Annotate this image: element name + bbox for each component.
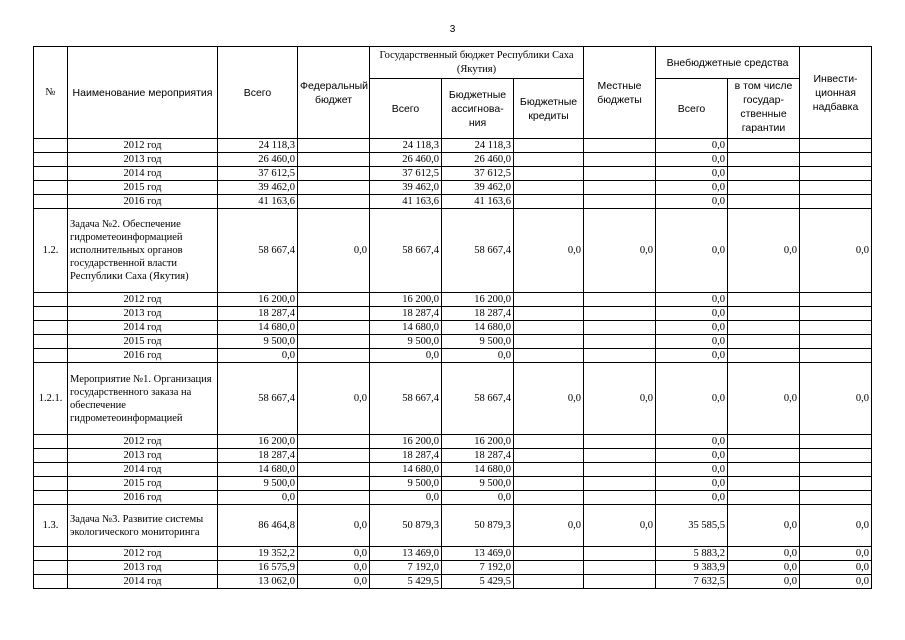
year-label: 2012 год	[68, 139, 218, 153]
year-label: 2015 год	[68, 335, 218, 349]
cell-off-guar: 0,0	[728, 363, 800, 435]
cell-st-credits	[514, 321, 584, 335]
year-label: 2016 год	[68, 195, 218, 209]
cell-invest	[800, 181, 872, 195]
cell-total: 58 667,4	[218, 363, 298, 435]
row-number	[34, 435, 68, 449]
cell-st-alloc: 14 680,0	[442, 321, 514, 335]
cell-invest	[800, 491, 872, 505]
cell-invest: 0,0	[800, 561, 872, 575]
year-label: 2015 год	[68, 181, 218, 195]
row-number	[34, 167, 68, 181]
cell-total: 16 200,0	[218, 435, 298, 449]
cell-federal	[298, 335, 370, 349]
cell-st-total: 58 667,4	[370, 209, 442, 293]
cell-federal	[298, 167, 370, 181]
year-label: 2016 год	[68, 491, 218, 505]
cell-federal	[298, 321, 370, 335]
cell-total: 58 667,4	[218, 209, 298, 293]
cell-st-alloc: 9 500,0	[442, 335, 514, 349]
cell-st-alloc: 41 163,6	[442, 195, 514, 209]
cell-local	[584, 547, 656, 561]
year-row	[34, 561, 872, 575]
cell-st-total: 37 612,5	[370, 167, 442, 181]
cell-local: 0,0	[584, 363, 656, 435]
cell-off-total: 0,0	[656, 195, 728, 209]
cell-federal	[298, 139, 370, 153]
year-label: 2013 год	[68, 307, 218, 321]
cell-total: 9 500,0	[218, 335, 298, 349]
cell-off-total: 0,0	[656, 449, 728, 463]
year-row	[34, 139, 872, 153]
task-row	[34, 363, 872, 435]
cell-off-guar	[728, 293, 800, 307]
row-number	[34, 477, 68, 491]
cell-local	[584, 349, 656, 363]
cell-st-alloc: 50 879,3	[442, 505, 514, 547]
row-number	[34, 153, 68, 167]
row-number: 1.2.1.	[34, 363, 68, 435]
cell-off-guar: 0,0	[728, 547, 800, 561]
year-row	[34, 307, 872, 321]
row-number	[34, 321, 68, 335]
task-row	[34, 505, 872, 547]
cell-off-guar: 0,0	[728, 561, 800, 575]
cell-off-total: 0,0	[656, 477, 728, 491]
row-number: 1.3.	[34, 505, 68, 547]
cell-off-guar	[728, 349, 800, 363]
cell-st-alloc: 18 287,4	[442, 449, 514, 463]
year-label: 2015 год	[68, 477, 218, 491]
cell-invest	[800, 139, 872, 153]
cell-off-guar	[728, 153, 800, 167]
cell-invest	[800, 321, 872, 335]
cell-st-credits: 0,0	[514, 505, 584, 547]
cell-off-guar: 0,0	[728, 209, 800, 293]
cell-total: 24 118,3	[218, 139, 298, 153]
cell-total: 18 287,4	[218, 307, 298, 321]
cell-off-total: 0,0	[656, 139, 728, 153]
cell-st-credits	[514, 575, 584, 589]
cell-off-guar: 0,0	[728, 575, 800, 589]
year-label: 2013 год	[68, 449, 218, 463]
year-row	[34, 321, 872, 335]
cell-federal	[298, 463, 370, 477]
cell-st-credits	[514, 139, 584, 153]
cell-st-total: 18 287,4	[370, 307, 442, 321]
cell-invest	[800, 463, 872, 477]
cell-off-total: 35 585,5	[656, 505, 728, 547]
row-number	[34, 575, 68, 589]
cell-local	[584, 181, 656, 195]
cell-st-total: 14 680,0	[370, 321, 442, 335]
cell-total: 9 500,0	[218, 477, 298, 491]
cell-invest: 0,0	[800, 363, 872, 435]
cell-federal: 0,0	[298, 505, 370, 547]
cell-st-total: 7 192,0	[370, 561, 442, 575]
cell-local: 0,0	[584, 209, 656, 293]
year-row	[34, 435, 872, 449]
cell-off-total: 0,0	[656, 181, 728, 195]
cell-invest	[800, 449, 872, 463]
year-row	[34, 463, 872, 477]
row-number	[34, 561, 68, 575]
cell-st-total: 13 469,0	[370, 547, 442, 561]
header-off-total: Всего	[656, 79, 728, 139]
cell-off-total: 0,0	[656, 335, 728, 349]
header-invest: Инвести-ционная надбавка	[800, 47, 872, 139]
year-row	[34, 575, 872, 589]
cell-st-alloc: 39 462,0	[442, 181, 514, 195]
cell-st-alloc: 0,0	[442, 349, 514, 363]
cell-st-credits	[514, 547, 584, 561]
cell-total: 26 460,0	[218, 153, 298, 167]
cell-st-alloc: 58 667,4	[442, 363, 514, 435]
cell-off-total: 0,0	[656, 363, 728, 435]
row-number	[34, 491, 68, 505]
cell-off-guar	[728, 181, 800, 195]
cell-off-total: 7 632,5	[656, 575, 728, 589]
year-label: 2014 год	[68, 575, 218, 589]
cell-local	[584, 491, 656, 505]
cell-off-guar	[728, 435, 800, 449]
cell-invest	[800, 307, 872, 321]
cell-invest	[800, 293, 872, 307]
header-local: Местные бюджеты	[584, 47, 656, 139]
cell-off-total: 0,0	[656, 491, 728, 505]
cell-federal	[298, 195, 370, 209]
header-offbudget: Внебюджетные средства	[656, 47, 800, 79]
cell-local	[584, 435, 656, 449]
cell-local	[584, 167, 656, 181]
cell-st-credits: 0,0	[514, 363, 584, 435]
cell-st-credits	[514, 449, 584, 463]
year-row	[34, 449, 872, 463]
cell-off-total: 0,0	[656, 293, 728, 307]
cell-federal: 0,0	[298, 561, 370, 575]
year-label: 2013 год	[68, 561, 218, 575]
cell-invest	[800, 335, 872, 349]
cell-total: 0,0	[218, 491, 298, 505]
cell-federal	[298, 449, 370, 463]
cell-st-alloc: 24 118,3	[442, 139, 514, 153]
year-row	[34, 181, 872, 195]
row-number: 1.2.	[34, 209, 68, 293]
cell-off-guar	[728, 491, 800, 505]
cell-st-credits	[514, 153, 584, 167]
year-row	[34, 195, 872, 209]
year-row	[34, 153, 872, 167]
cell-off-total: 0,0	[656, 463, 728, 477]
cell-invest: 0,0	[800, 505, 872, 547]
cell-total: 37 612,5	[218, 167, 298, 181]
year-label: 2014 год	[68, 167, 218, 181]
task-name: Задача №3. Развитие системы экологического мониторинга	[68, 505, 218, 547]
cell-local	[584, 195, 656, 209]
cell-off-guar	[728, 195, 800, 209]
cell-st-alloc: 26 460,0	[442, 153, 514, 167]
cell-off-total: 0,0	[656, 435, 728, 449]
cell-st-alloc: 9 500,0	[442, 477, 514, 491]
row-number	[34, 139, 68, 153]
cell-st-credits	[514, 435, 584, 449]
cell-federal	[298, 435, 370, 449]
cell-off-guar	[728, 477, 800, 491]
header-off-guarantees: в том числе государ-ственные гарантии	[728, 79, 800, 139]
cell-federal	[298, 181, 370, 195]
cell-invest	[800, 195, 872, 209]
header-state-total: Всего	[370, 79, 442, 139]
year-row	[34, 547, 872, 561]
cell-st-total: 0,0	[370, 491, 442, 505]
cell-invest	[800, 477, 872, 491]
cell-off-guar: 0,0	[728, 505, 800, 547]
cell-st-alloc: 37 612,5	[442, 167, 514, 181]
cell-off-total: 0,0	[656, 153, 728, 167]
row-number	[34, 349, 68, 363]
cell-federal: 0,0	[298, 547, 370, 561]
cell-st-total: 18 287,4	[370, 449, 442, 463]
cell-st-credits: 0,0	[514, 209, 584, 293]
header-state-alloc: Бюджетные ассигнова-ния	[442, 79, 514, 139]
cell-st-total: 9 500,0	[370, 335, 442, 349]
row-number	[34, 307, 68, 321]
cell-st-total: 58 667,4	[370, 363, 442, 435]
cell-st-alloc: 7 192,0	[442, 561, 514, 575]
row-number	[34, 335, 68, 349]
year-row	[34, 167, 872, 181]
cell-off-total: 0,0	[656, 321, 728, 335]
year-row	[34, 335, 872, 349]
year-label: 2014 год	[68, 321, 218, 335]
cell-st-credits	[514, 293, 584, 307]
cell-total: 13 062,0	[218, 575, 298, 589]
cell-invest	[800, 153, 872, 167]
cell-st-alloc: 14 680,0	[442, 463, 514, 477]
cell-st-alloc: 16 200,0	[442, 293, 514, 307]
cell-off-total: 0,0	[656, 167, 728, 181]
cell-st-total: 50 879,3	[370, 505, 442, 547]
cell-total: 39 462,0	[218, 181, 298, 195]
row-number	[34, 547, 68, 561]
year-row	[34, 477, 872, 491]
cell-local	[584, 139, 656, 153]
header-federal: Федеральный бюджет	[298, 47, 370, 139]
cell-total: 18 287,4	[218, 449, 298, 463]
cell-invest	[800, 167, 872, 181]
year-row	[34, 349, 872, 363]
header-total: Всего	[218, 47, 298, 139]
header-num: №	[34, 47, 68, 139]
cell-st-total: 39 462,0	[370, 181, 442, 195]
cell-invest: 0,0	[800, 209, 872, 293]
cell-federal	[298, 477, 370, 491]
cell-local	[584, 575, 656, 589]
task-name: Задача №2. Обеспечение гидрометеоинформацией исполнительных органов государственной власти Республики Саха (Якутия)	[68, 209, 218, 293]
budget-table	[33, 46, 872, 589]
cell-st-credits	[514, 463, 584, 477]
cell-local	[584, 307, 656, 321]
cell-off-total: 0,0	[656, 209, 728, 293]
cell-st-alloc: 18 287,4	[442, 307, 514, 321]
row-number	[34, 181, 68, 195]
header-name: Наименование мероприятия	[68, 47, 218, 139]
cell-off-guar	[728, 307, 800, 321]
header-state-budget: Государственный бюджет Республики Саха (Якутия)	[370, 47, 584, 79]
cell-off-guar	[728, 321, 800, 335]
cell-total: 0,0	[218, 349, 298, 363]
header-state-credits: Бюджетные кредиты	[514, 79, 584, 139]
cell-st-alloc: 58 667,4	[442, 209, 514, 293]
cell-local	[584, 335, 656, 349]
cell-off-guar	[728, 449, 800, 463]
cell-st-alloc: 5 429,5	[442, 575, 514, 589]
year-label: 2012 год	[68, 293, 218, 307]
cell-off-total: 9 383,9	[656, 561, 728, 575]
year-label: 2012 год	[68, 435, 218, 449]
cell-local	[584, 477, 656, 491]
cell-federal: 0,0	[298, 575, 370, 589]
row-number	[34, 463, 68, 477]
cell-off-guar	[728, 463, 800, 477]
cell-st-total: 0,0	[370, 349, 442, 363]
page-number: 3	[449, 24, 456, 35]
year-label: 2014 год	[68, 463, 218, 477]
cell-st-alloc: 0,0	[442, 491, 514, 505]
cell-local	[584, 321, 656, 335]
cell-st-credits	[514, 307, 584, 321]
cell-invest	[800, 349, 872, 363]
cell-st-total: 9 500,0	[370, 477, 442, 491]
year-label: 2013 год	[68, 153, 218, 167]
cell-st-credits	[514, 335, 584, 349]
cell-st-credits	[514, 167, 584, 181]
cell-federal	[298, 153, 370, 167]
cell-off-guar	[728, 335, 800, 349]
cell-st-total: 24 118,3	[370, 139, 442, 153]
cell-invest: 0,0	[800, 547, 872, 561]
cell-st-credits	[514, 195, 584, 209]
row-number	[34, 293, 68, 307]
cell-st-credits	[514, 477, 584, 491]
cell-local: 0,0	[584, 505, 656, 547]
task-name: Мероприятие №1. Организация государственного заказа на обеспечение гидрометеоинформацией	[68, 363, 218, 435]
cell-total: 14 680,0	[218, 463, 298, 477]
cell-local	[584, 153, 656, 167]
cell-st-total: 26 460,0	[370, 153, 442, 167]
cell-invest: 0,0	[800, 575, 872, 589]
row-number	[34, 449, 68, 463]
cell-st-alloc: 16 200,0	[442, 435, 514, 449]
cell-federal	[298, 307, 370, 321]
cell-st-credits	[514, 181, 584, 195]
cell-total: 16 575,9	[218, 561, 298, 575]
cell-federal: 0,0	[298, 363, 370, 435]
cell-local	[584, 463, 656, 477]
cell-st-total: 41 163,6	[370, 195, 442, 209]
cell-off-total: 5 883,2	[656, 547, 728, 561]
cell-federal	[298, 349, 370, 363]
row-number	[34, 195, 68, 209]
year-label: 2012 год	[68, 547, 218, 561]
cell-st-credits	[514, 491, 584, 505]
cell-off-guar	[728, 139, 800, 153]
cell-st-total: 16 200,0	[370, 293, 442, 307]
year-label: 2016 год	[68, 349, 218, 363]
cell-federal	[298, 293, 370, 307]
year-row	[34, 491, 872, 505]
cell-off-total: 0,0	[656, 349, 728, 363]
task-row	[34, 209, 872, 293]
cell-total: 86 464,8	[218, 505, 298, 547]
cell-local	[584, 449, 656, 463]
cell-st-alloc: 13 469,0	[442, 547, 514, 561]
cell-total: 41 163,6	[218, 195, 298, 209]
cell-invest	[800, 435, 872, 449]
cell-off-total: 0,0	[656, 307, 728, 321]
table-body	[34, 139, 872, 589]
cell-total: 16 200,0	[218, 293, 298, 307]
cell-total: 14 680,0	[218, 321, 298, 335]
cell-local	[584, 561, 656, 575]
cell-st-credits	[514, 349, 584, 363]
cell-total: 19 352,2	[218, 547, 298, 561]
cell-local	[584, 293, 656, 307]
cell-federal	[298, 491, 370, 505]
cell-st-total: 5 429,5	[370, 575, 442, 589]
year-row	[34, 293, 872, 307]
cell-st-total: 16 200,0	[370, 435, 442, 449]
cell-st-credits	[514, 561, 584, 575]
cell-federal: 0,0	[298, 209, 370, 293]
cell-off-guar	[728, 167, 800, 181]
cell-st-total: 14 680,0	[370, 463, 442, 477]
